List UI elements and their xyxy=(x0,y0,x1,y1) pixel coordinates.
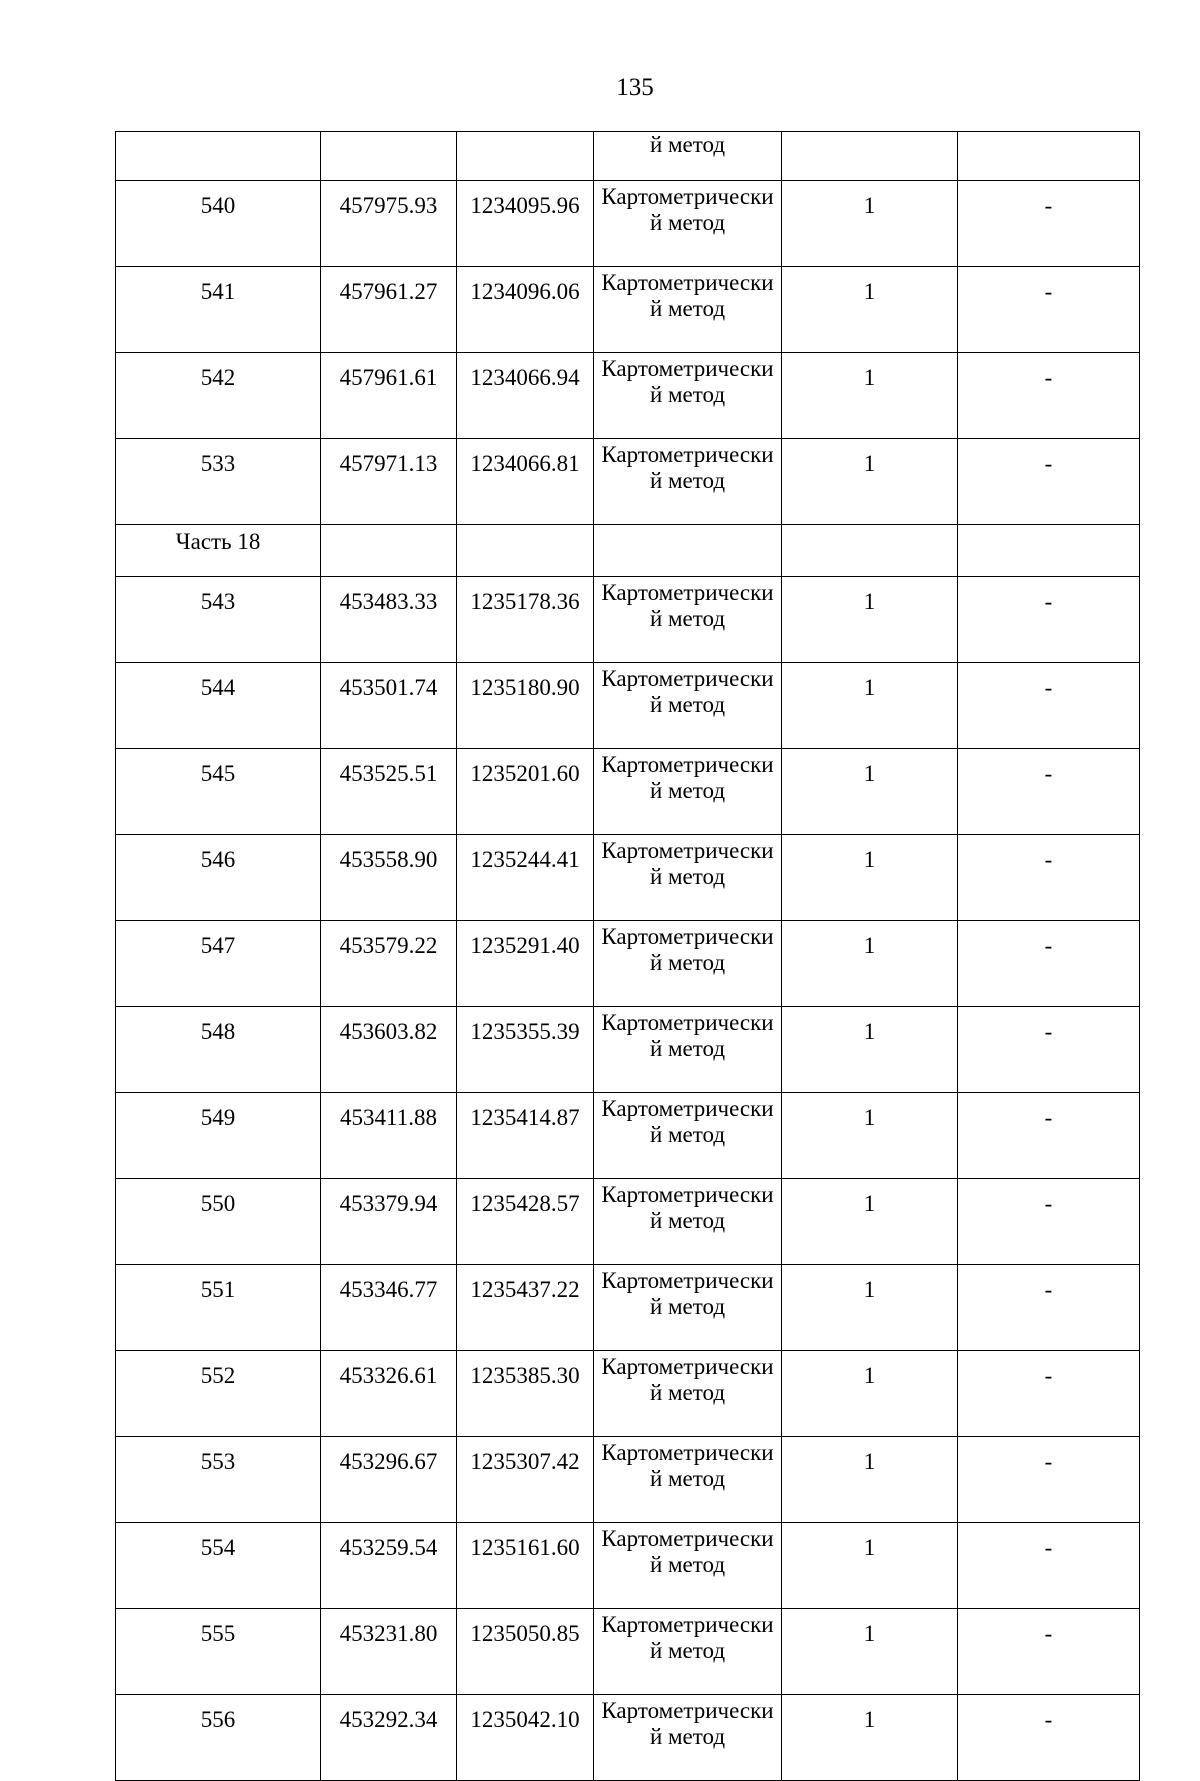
y-coordinate-cell: 1235437.22 xyxy=(457,1265,594,1351)
note-cell: - xyxy=(958,1609,1140,1695)
method-cell: Картометрически й метод xyxy=(594,353,782,439)
x-coordinate-cell: 453411.88 xyxy=(321,1093,457,1179)
point-id-cell: 553 xyxy=(116,1437,321,1523)
table-cell xyxy=(116,132,321,181)
method-cell: Картометрически й метод xyxy=(594,1695,782,1781)
note-cell: - xyxy=(958,353,1140,439)
y-coordinate-cell: 1235291.40 xyxy=(457,921,594,1007)
accuracy-cell: 1 xyxy=(782,439,958,525)
table-row xyxy=(116,921,1140,1007)
x-coordinate-cell: 453346.77 xyxy=(321,1265,457,1351)
method-cell: Картометрически й метод xyxy=(594,749,782,835)
table-row xyxy=(116,663,1140,749)
accuracy-cell: 1 xyxy=(782,1695,958,1781)
method-cell: Картометрически й метод xyxy=(594,663,782,749)
point-id-cell: 546 xyxy=(116,835,321,921)
table-row xyxy=(116,1007,1140,1093)
accuracy-cell: 1 xyxy=(782,577,958,663)
accuracy-cell: 1 xyxy=(782,1179,958,1265)
y-coordinate-cell: 1235161.60 xyxy=(457,1523,594,1609)
table-row xyxy=(116,749,1140,835)
y-coordinate-cell: 1234066.94 xyxy=(457,353,594,439)
table-cell xyxy=(782,132,958,181)
table-row xyxy=(116,1437,1140,1523)
point-id-cell: 554 xyxy=(116,1523,321,1609)
y-coordinate-cell: 1235355.39 xyxy=(457,1007,594,1093)
method-cell: Картометрически й метод xyxy=(594,1093,782,1179)
point-id-cell: 555 xyxy=(116,1609,321,1695)
note-cell: - xyxy=(958,267,1140,353)
x-coordinate-cell: 457961.27 xyxy=(321,267,457,353)
note-cell: - xyxy=(958,1695,1140,1781)
point-id-cell: 548 xyxy=(116,1007,321,1093)
y-coordinate-cell: 1235050.85 xyxy=(457,1609,594,1695)
point-id-cell: 544 xyxy=(116,663,321,749)
y-coordinate-cell: 1235428.57 xyxy=(457,1179,594,1265)
x-coordinate-cell: 453501.74 xyxy=(321,663,457,749)
note-cell: - xyxy=(958,181,1140,267)
point-id-cell: 550 xyxy=(116,1179,321,1265)
table-row xyxy=(116,1609,1140,1695)
x-coordinate-cell: 457971.13 xyxy=(321,439,457,525)
x-coordinate-cell: 457975.93 xyxy=(321,181,457,267)
table-cell xyxy=(457,525,594,577)
y-coordinate-cell: 1235414.87 xyxy=(457,1093,594,1179)
note-cell: - xyxy=(958,1351,1140,1437)
method-cell: Картометрически й метод xyxy=(594,921,782,1007)
accuracy-cell: 1 xyxy=(782,1265,958,1351)
note-cell: - xyxy=(958,439,1140,525)
x-coordinate-cell: 457961.61 xyxy=(321,353,457,439)
method-cell: Картометрически й метод xyxy=(594,1609,782,1695)
point-id-cell: 551 xyxy=(116,1265,321,1351)
method-cell: Картометрически й метод xyxy=(594,1351,782,1437)
x-coordinate-cell: 453483.33 xyxy=(321,577,457,663)
method-cell: Картометрически й метод xyxy=(594,181,782,267)
y-coordinate-cell: 1235178.36 xyxy=(457,577,594,663)
note-cell: - xyxy=(958,577,1140,663)
table-cell xyxy=(958,525,1140,577)
point-id-cell: 549 xyxy=(116,1093,321,1179)
part-label: Часть 18 xyxy=(116,525,321,577)
table-cell xyxy=(457,132,594,181)
table-row xyxy=(116,577,1140,663)
table-row xyxy=(116,181,1140,267)
table-cell xyxy=(321,525,457,577)
note-cell: - xyxy=(958,663,1140,749)
y-coordinate-cell: 1235307.42 xyxy=(457,1437,594,1523)
point-id-cell: 541 xyxy=(116,267,321,353)
y-coordinate-cell: 1234096.06 xyxy=(457,267,594,353)
accuracy-cell: 1 xyxy=(782,749,958,835)
table-body xyxy=(116,132,1140,1781)
table-row xyxy=(116,1179,1140,1265)
note-cell: - xyxy=(958,1437,1140,1523)
table-row xyxy=(116,1523,1140,1609)
accuracy-cell: 1 xyxy=(782,1609,958,1695)
table-row xyxy=(116,1265,1140,1351)
y-coordinate-cell: 1235180.90 xyxy=(457,663,594,749)
page-number: 135 xyxy=(616,74,654,101)
point-id-cell: 540 xyxy=(116,181,321,267)
method-cell: Картометрически й метод xyxy=(594,1437,782,1523)
x-coordinate-cell: 453525.51 xyxy=(321,749,457,835)
table-cell xyxy=(958,132,1140,181)
coordinates-table xyxy=(115,131,1140,1781)
accuracy-cell: 1 xyxy=(782,1007,958,1093)
method-cell: й метод xyxy=(594,132,782,181)
point-id-cell: 542 xyxy=(116,353,321,439)
accuracy-cell: 1 xyxy=(782,663,958,749)
table-row xyxy=(116,353,1140,439)
y-coordinate-cell: 1235244.41 xyxy=(457,835,594,921)
table-cell xyxy=(321,132,457,181)
x-coordinate-cell: 453379.94 xyxy=(321,1179,457,1265)
y-coordinate-cell: 1235042.10 xyxy=(457,1695,594,1781)
accuracy-cell: 1 xyxy=(782,181,958,267)
note-cell: - xyxy=(958,835,1140,921)
x-coordinate-cell: 453603.82 xyxy=(321,1007,457,1093)
accuracy-cell: 1 xyxy=(782,1437,958,1523)
y-coordinate-cell: 1234095.96 xyxy=(457,181,594,267)
point-id-cell: 543 xyxy=(116,577,321,663)
continued-row xyxy=(116,132,1140,181)
y-coordinate-cell: 1235201.60 xyxy=(457,749,594,835)
note-cell: - xyxy=(958,921,1140,1007)
method-cell: Картометрически й метод xyxy=(594,577,782,663)
part-header-row xyxy=(116,525,1140,577)
point-id-cell: 556 xyxy=(116,1695,321,1781)
accuracy-cell: 1 xyxy=(782,1351,958,1437)
x-coordinate-cell: 453292.34 xyxy=(321,1695,457,1781)
method-cell: Картометрически й метод xyxy=(594,1265,782,1351)
point-id-cell: 547 xyxy=(116,921,321,1007)
point-id-cell: 533 xyxy=(116,439,321,525)
table-row xyxy=(116,1695,1140,1781)
accuracy-cell: 1 xyxy=(782,921,958,1007)
method-cell: Картометрически й метод xyxy=(594,439,782,525)
accuracy-cell: 1 xyxy=(782,1093,958,1179)
table-row xyxy=(116,267,1140,353)
note-cell: - xyxy=(958,1179,1140,1265)
table-row xyxy=(116,1093,1140,1179)
accuracy-cell: 1 xyxy=(782,353,958,439)
note-cell: - xyxy=(958,1093,1140,1179)
method-cell: Картометрически й метод xyxy=(594,1523,782,1609)
method-cell: Картометрически й метод xyxy=(594,1179,782,1265)
note-cell: - xyxy=(958,1007,1140,1093)
x-coordinate-cell: 453579.22 xyxy=(321,921,457,1007)
note-cell: - xyxy=(958,1523,1140,1609)
accuracy-cell: 1 xyxy=(782,1523,958,1609)
note-cell: - xyxy=(958,1265,1140,1351)
table-row xyxy=(116,835,1140,921)
x-coordinate-cell: 453326.61 xyxy=(321,1351,457,1437)
method-cell: Картометрически й метод xyxy=(594,267,782,353)
table-cell xyxy=(594,525,782,577)
accuracy-cell: 1 xyxy=(782,267,958,353)
table-cell xyxy=(782,525,958,577)
table-row xyxy=(116,1351,1140,1437)
table-row xyxy=(116,439,1140,525)
point-id-cell: 545 xyxy=(116,749,321,835)
x-coordinate-cell: 453259.54 xyxy=(321,1523,457,1609)
y-coordinate-cell: 1235385.30 xyxy=(457,1351,594,1437)
x-coordinate-cell: 453296.67 xyxy=(321,1437,457,1523)
accuracy-cell: 1 xyxy=(782,835,958,921)
x-coordinate-cell: 453231.80 xyxy=(321,1609,457,1695)
point-id-cell: 552 xyxy=(116,1351,321,1437)
y-coordinate-cell: 1234066.81 xyxy=(457,439,594,525)
method-cell: Картометрически й метод xyxy=(594,1007,782,1093)
x-coordinate-cell: 453558.90 xyxy=(321,835,457,921)
note-cell: - xyxy=(958,749,1140,835)
method-cell: Картометрически й метод xyxy=(594,835,782,921)
